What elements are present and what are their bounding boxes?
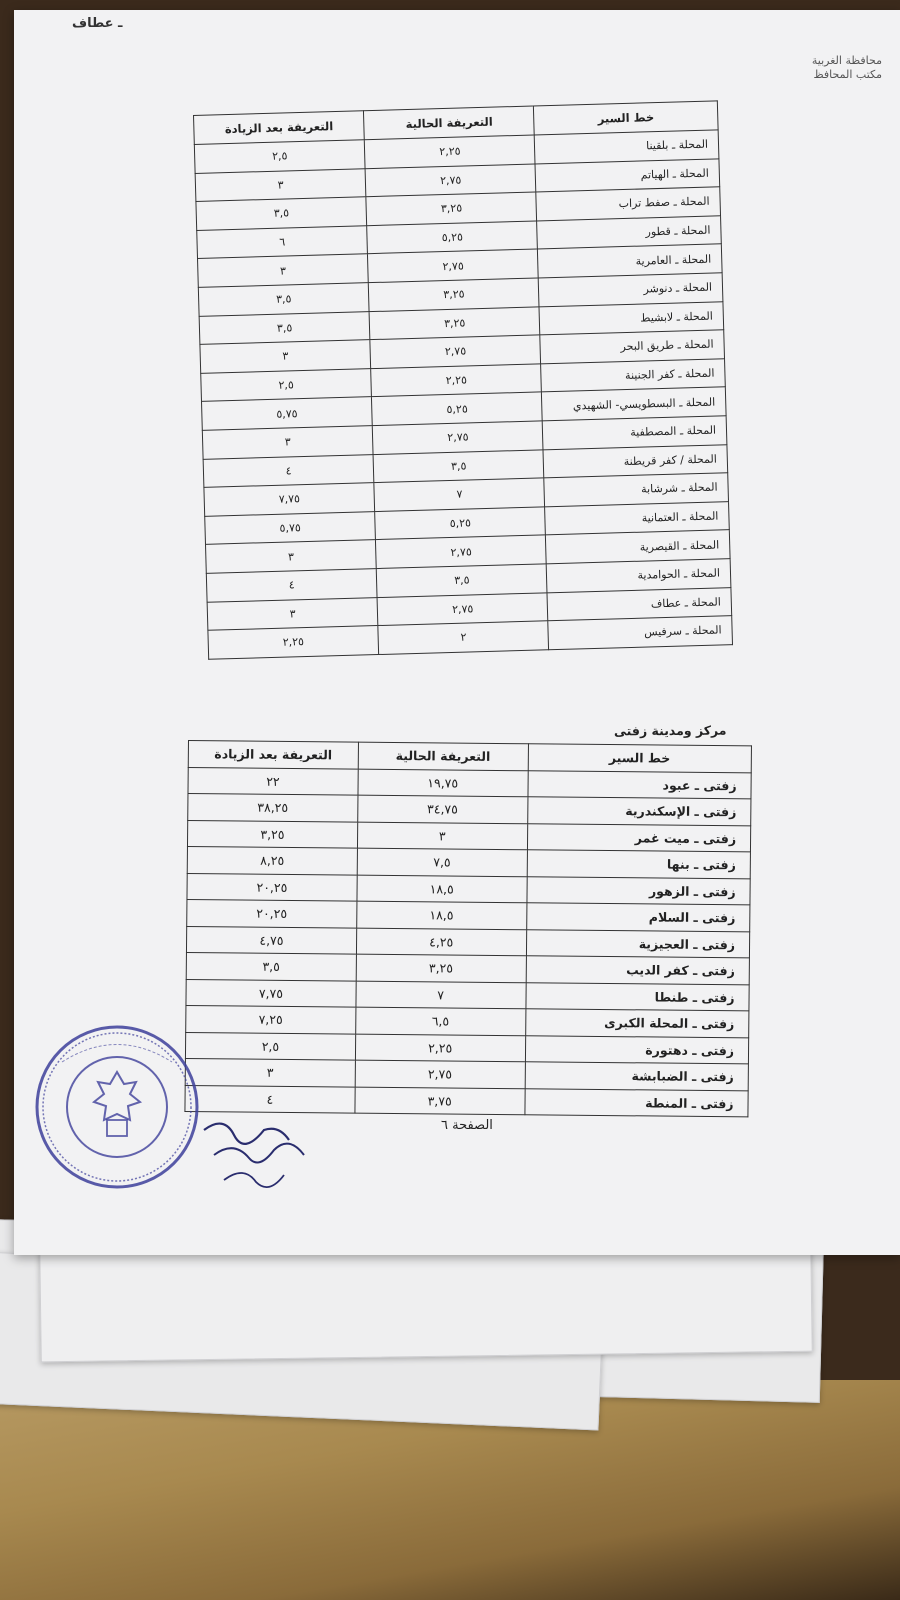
new-fare-cell: ٢,٥	[194, 140, 365, 173]
new-fare-cell: ٢٢	[188, 767, 358, 795]
route-cell: المحلة ـ الحوامدية	[547, 559, 731, 593]
current-fare-cell: ٢,٢٥	[355, 1034, 525, 1062]
route-cell: زفتى ـ العجيزية	[526, 929, 750, 958]
route-cell: المحلة ـ المصطفية	[543, 416, 727, 450]
current-fare-cell: ٣٤,٧٥	[357, 795, 527, 823]
current-fare-cell: ٦,٥	[355, 1007, 525, 1035]
table-body	[185, 767, 751, 1117]
route-cell: زفتى ـ الضبابشة	[525, 1062, 749, 1091]
current-fare-cell: ٣,٧٥	[355, 1087, 525, 1115]
route-cell: زفتى ـ كفر الديب	[526, 956, 750, 985]
route-cell: المحلة ـ البسطويسي- الشهيدي	[542, 387, 726, 421]
table-body	[194, 130, 732, 659]
underlying-paper	[39, 1240, 812, 1363]
new-fare-cell: ٣	[185, 1058, 355, 1086]
route-cell: المحلة ـ القيصرية	[546, 530, 730, 564]
current-fare-cell: ٣,٢٥	[368, 278, 539, 311]
new-fare-cell: ٥,٧٥	[202, 397, 373, 430]
current-fare-cell: ٧	[356, 981, 526, 1009]
tariff-table-zefta	[184, 740, 752, 1117]
new-fare-cell: ٧,٧٥	[186, 979, 356, 1007]
current-fare-cell: ١٩,٧٥	[358, 769, 528, 797]
route-cell: المحلة / كفر قريطنة	[543, 444, 727, 478]
new-fare-cell: ٣	[202, 426, 373, 459]
governorate-name: محافظة الغربية	[811, 54, 882, 67]
current-fare-cell: ٣,٢٥	[356, 954, 526, 982]
new-fare-cell: ٧,٢٥	[186, 1005, 356, 1033]
current-fare-cell: ١٨,٥	[356, 901, 526, 929]
current-fare-cell: ٣,٥	[373, 449, 544, 482]
new-fare-cell: ٢٠,٢٥	[187, 873, 357, 901]
current-fare-cell: ٣	[357, 822, 527, 850]
route-cell: زفتى ـ دهتورة	[525, 1035, 749, 1064]
new-fare-cell: ٢,٥	[185, 1032, 355, 1060]
current-fare-cell: ٢	[378, 621, 549, 654]
new-fare-cell: ٦	[197, 225, 368, 258]
current-fare-cell: ٢,٧٥	[368, 249, 539, 282]
new-fare-cell: ٤	[206, 568, 377, 601]
new-fare-cell: ٢,٢٥	[208, 626, 379, 659]
current-fare-cell: ٢,٧٥	[365, 164, 536, 197]
new-fare-cell: ٣,٥	[186, 952, 356, 980]
current-fare-cell: ١٨,٥	[357, 875, 527, 903]
new-fare-cell: ٨,٢٥	[187, 846, 357, 874]
current-fare-cell: ٣,٥	[376, 564, 547, 597]
route-cell: المحلة ـ طريق البحر	[540, 330, 724, 364]
current-fare-cell: ٥,٢٥	[375, 507, 546, 540]
route-cell: زفتى ـ طنطا	[525, 982, 749, 1011]
letterhead	[812, 54, 882, 82]
current-fare-cell: ٣,٢٥	[366, 192, 537, 225]
current-fare-cell: ٢,٧٥	[355, 1060, 525, 1088]
route-cell: زفتى ـ ميت غمر	[527, 823, 751, 852]
new-fare-cell: ٤	[203, 454, 374, 487]
new-fare-cell: ٣,٢٥	[187, 820, 357, 848]
tariff-table-mahalla	[193, 100, 733, 659]
current-fare-cell: ٢,٢٥	[364, 135, 535, 168]
new-fare-cell: ٣,٥	[199, 311, 370, 344]
header-current-fare: التعريفة الحالية	[364, 106, 535, 140]
current-fare-cell: ٢,٧٥	[370, 335, 541, 368]
current-fare-cell: ٢,٧٥	[372, 421, 543, 454]
route-cell: المحلة ـ صفط تراب	[536, 187, 720, 221]
route-cell: المحلة ـ شرشابة	[544, 473, 728, 507]
new-fare-cell: ٣	[206, 540, 377, 573]
new-fare-cell: ٢,٥	[201, 368, 372, 401]
route-cell: المحلة ـ دنوشر	[539, 273, 723, 307]
section-title: مركز ومدينة زفتى	[613, 722, 727, 739]
header-new-fare: التعريفة بعد الزيادة	[188, 741, 358, 769]
current-fare-cell: ٢,٢٥	[371, 364, 542, 397]
new-fare-cell: ٣,٥	[196, 197, 367, 230]
route-cell: زفتى ـ بنها	[527, 850, 751, 879]
route-cell: زفتى ـ السلام	[526, 903, 750, 932]
header-current-fare: التعريفة الحالية	[358, 742, 528, 770]
route-cell: المحلة ـ عطاف	[547, 587, 731, 621]
route-cell: المحلة ـ قطور	[537, 216, 721, 250]
new-fare-cell: ٣	[207, 597, 378, 630]
route-cell: المحلة ـ الهياتم	[535, 158, 719, 192]
route-cell: زفتى ـ عبود	[527, 770, 751, 799]
route-cell: المحلة ـ سرفيس	[548, 616, 732, 650]
official-seal-icon	[32, 1022, 202, 1192]
route-cell: زفتى ـ الإسكندرية	[527, 797, 751, 826]
route-cell: زفتى ـ الزهور	[526, 876, 750, 905]
current-fare-cell: ٥,٢٥	[372, 392, 543, 425]
new-fare-cell: ٥,٧٥	[205, 511, 376, 544]
current-fare-cell: ٢,٧٥	[376, 535, 547, 568]
current-fare-cell: ٥,٢٥	[367, 221, 538, 254]
route-cell: زفتى ـ المحلة الكبرى	[525, 1009, 749, 1038]
office-name: مكتب المحافظ	[813, 68, 882, 81]
route-cell: المحلة ـ بلقينا	[535, 130, 719, 164]
current-fare-cell: ٧	[374, 478, 545, 511]
new-fare-cell: ٤,٧٥	[186, 926, 356, 954]
header-route: خط السير	[534, 101, 718, 135]
header-new-fare: التعريفة بعد الزيادة	[194, 111, 365, 145]
new-fare-cell: ٣	[200, 340, 371, 373]
route-cell: المحلة ـ لابشيط	[539, 301, 723, 335]
page-number: الصفحة ٦	[441, 1118, 493, 1133]
new-fare-cell: ٣	[198, 254, 369, 287]
current-fare-cell: ٧,٥	[357, 848, 527, 876]
new-fare-cell: ٧,٧٥	[204, 483, 375, 516]
route-cell: زفتى ـ المنطة	[524, 1088, 748, 1117]
new-fare-cell: ٢٠,٢٥	[187, 899, 357, 927]
route-cell: المحلة ـ العتمانية	[545, 501, 729, 535]
route-cell: المحلة ـ كفر الجنينة	[541, 359, 725, 393]
new-fare-cell: ٣,٥	[198, 283, 369, 316]
current-fare-cell: ٣,٢٥	[369, 306, 540, 339]
corner-note: ـ عطاف	[72, 16, 123, 31]
new-fare-cell: ٤	[185, 1085, 355, 1113]
current-fare-cell: ٤,٢٥	[356, 928, 526, 956]
signature-icon	[194, 1110, 324, 1200]
header-route: خط السير	[528, 744, 752, 773]
route-cell: المحلة ـ العامرية	[538, 244, 722, 278]
new-fare-cell: ٣	[195, 168, 366, 201]
new-fare-cell: ٣٨,٢٥	[188, 794, 358, 822]
current-fare-cell: ٢,٧٥	[377, 592, 548, 625]
document-page	[14, 10, 900, 1255]
